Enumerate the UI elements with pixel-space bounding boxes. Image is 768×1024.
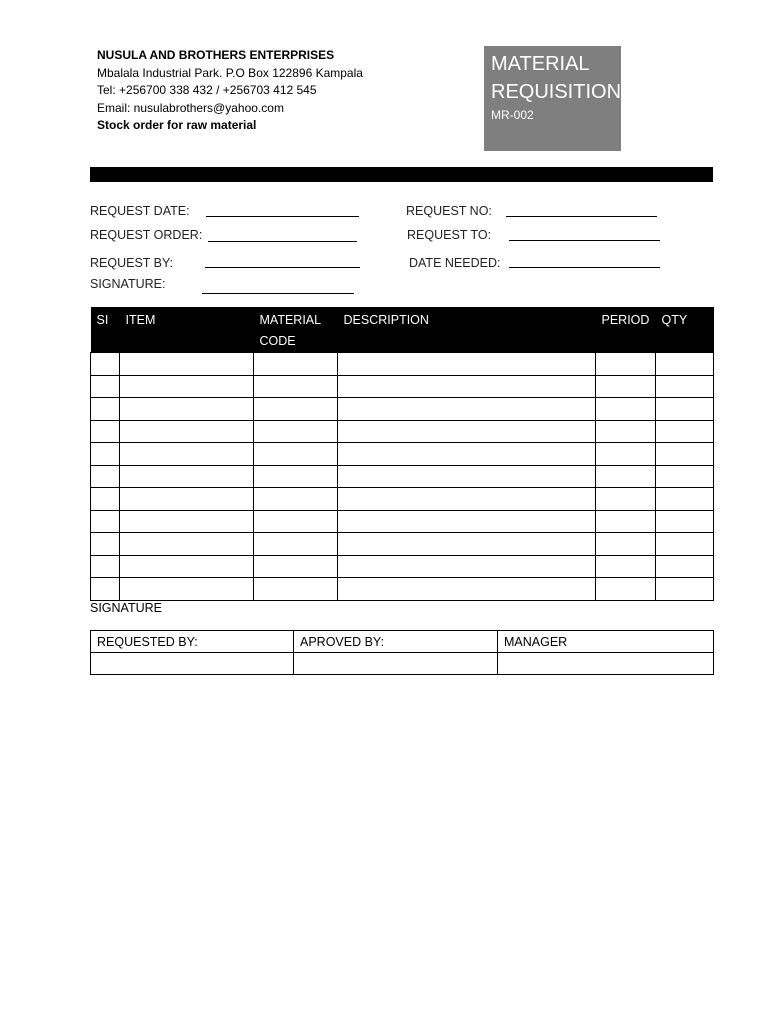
item-cell[interactable] [120,398,254,421]
item-cell[interactable] [120,488,254,511]
period-cell[interactable] [596,353,656,376]
item-cell[interactable] [120,443,254,466]
material-code-cell[interactable] [254,555,338,578]
material-code-cell[interactable] [254,488,338,511]
header-divider-bar [90,167,713,182]
period-cell[interactable] [596,578,656,601]
col-header-material-code [254,307,338,353]
material-code-cell[interactable] [254,443,338,466]
col-header-material-code-line1: MATERIAL [259,313,322,327]
table-row [91,488,714,511]
material-code-cell[interactable] [254,578,338,601]
si-cell[interactable] [91,510,120,533]
table-row [91,443,714,466]
description-cell[interactable] [338,420,596,443]
table-row [91,578,714,601]
description-cell[interactable] [338,533,596,556]
table-row [91,398,714,421]
table-row [91,375,714,398]
period-cell[interactable] [596,465,656,488]
table-row [91,353,714,376]
approved-by-label: APROVED BY: [294,631,498,653]
si-cell[interactable] [91,578,120,601]
request-by-label: REQUEST BY: [90,256,174,270]
qty-cell[interactable] [656,443,714,466]
approved-by-signature-cell[interactable] [294,653,498,675]
signature-entry-row [91,653,714,675]
period-cell[interactable] [596,488,656,511]
qty-cell[interactable] [656,375,714,398]
material-code-cell[interactable] [254,375,338,398]
title-line-1: MATERIAL [491,53,590,75]
request-to-label: REQUEST TO: [407,228,492,242]
signature-section-label: SIGNATURE [90,601,162,615]
request-no-label: REQUEST NO: [406,204,492,218]
description-cell[interactable] [338,465,596,488]
item-cell[interactable] [120,533,254,556]
qty-cell[interactable] [656,465,714,488]
description-cell[interactable] [338,398,596,421]
col-header-description: DESCRIPTION [338,307,596,353]
request-by-line[interactable] [205,267,360,268]
item-cell[interactable] [120,353,254,376]
manager-signature-cell[interactable] [498,653,714,675]
period-cell[interactable] [596,533,656,556]
title-line-2: REQUISITION [491,81,622,103]
table-row [91,555,714,578]
requested-by-label: REQUESTED BY: [91,631,294,653]
date-needed-line[interactable] [509,267,660,268]
qty-cell[interactable] [656,353,714,376]
signature-table [90,630,714,675]
signature-label: SIGNATURE: [90,277,166,291]
description-cell[interactable] [338,375,596,398]
table-row [91,465,714,488]
company-info [97,47,363,135]
si-cell[interactable] [91,420,120,443]
description-cell[interactable] [338,443,596,466]
company-subtitle: Stock order for raw material [97,118,257,132]
qty-cell[interactable] [656,420,714,443]
item-cell[interactable] [120,510,254,533]
period-cell[interactable] [596,375,656,398]
items-table-header [91,307,714,353]
items-table [90,307,714,601]
table-row [91,510,714,533]
manager-label: MANAGER [498,631,714,653]
form-code: MR-002 [491,108,534,122]
document-title-box [484,46,621,151]
item-cell[interactable] [120,375,254,398]
si-cell[interactable] [91,398,120,421]
si-cell[interactable] [91,353,120,376]
period-cell[interactable] [596,555,656,578]
table-row [91,533,714,556]
period-cell[interactable] [596,420,656,443]
company-tel: Tel: +256700 338 432 / +256703 412 545 [97,83,317,97]
description-cell[interactable] [338,488,596,511]
request-date-label: REQUEST DATE: [90,204,190,218]
col-header-item: ITEM [120,307,254,353]
items-table-body [91,353,714,601]
description-cell[interactable] [338,353,596,376]
si-cell[interactable] [91,533,120,556]
material-code-cell[interactable] [254,465,338,488]
period-cell[interactable] [596,443,656,466]
description-cell[interactable] [338,555,596,578]
period-cell[interactable] [596,510,656,533]
signature-header-row [91,631,714,653]
request-date-line[interactable] [206,216,359,217]
request-to-line[interactable] [509,240,660,241]
item-cell[interactable] [120,420,254,443]
si-cell[interactable] [91,375,120,398]
company-address: Mbalala Industrial Park. P.O Box 122896 Kampala [97,65,363,80]
material-code-cell[interactable] [254,533,338,556]
material-code-cell[interactable] [254,398,338,421]
col-header-period: PERIOD [596,307,656,353]
qty-cell[interactable] [656,555,714,578]
si-cell[interactable] [91,555,120,578]
col-header-material-code-line2: CODE [259,334,296,348]
qty-cell[interactable] [656,533,714,556]
qty-cell[interactable] [656,510,714,533]
col-header-qty: QTY [656,307,714,353]
material-code-cell[interactable] [254,510,338,533]
period-cell[interactable] [596,398,656,421]
qty-cell[interactable] [656,578,714,601]
item-cell[interactable] [120,578,254,601]
description-cell[interactable] [338,510,596,533]
company-name: NUSULA AND BROTHERS ENTERPRISES [97,48,335,62]
item-cell[interactable] [120,465,254,488]
company-email: Email: nusulabrothers@yahoo.com [97,100,284,115]
si-cell[interactable] [91,443,120,466]
request-no-line[interactable] [506,216,657,217]
request-order-label: REQUEST ORDER: [90,228,203,242]
qty-cell[interactable] [656,398,714,421]
date-needed-label: DATE NEEDED: [409,256,501,270]
description-cell[interactable] [338,578,596,601]
si-cell[interactable] [91,488,120,511]
request-order-line[interactable] [208,241,357,242]
material-code-cell[interactable] [254,353,338,376]
signature-line[interactable] [202,293,354,294]
col-header-si: SI [91,307,120,353]
material-code-cell[interactable] [254,420,338,443]
requested-by-signature-cell[interactable] [91,653,294,675]
qty-cell[interactable] [656,488,714,511]
si-cell[interactable] [91,465,120,488]
item-cell[interactable] [120,555,254,578]
table-row [91,420,714,443]
